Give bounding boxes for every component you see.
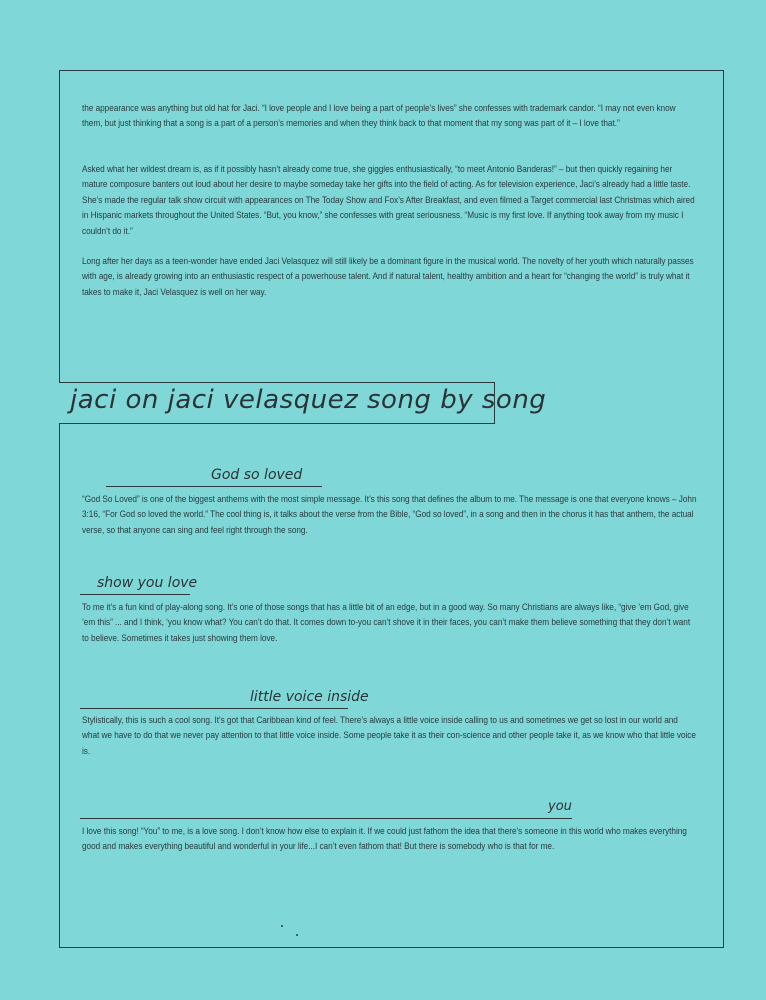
song-title-show-you-love: show you love xyxy=(97,575,198,591)
specks xyxy=(281,925,283,927)
song-rule-1 xyxy=(106,486,322,487)
intro-paragraph-2: Asked what her wildest dream is, as if it possibly hasn’t already come true, she giggles enthusiastically, “to meet Antonio Banderas!” – but then quickly regaining her mature composure banters out loud about her desire to maybe someday take her gifts into the field of acting. As for television experience, Jaci’s already had a little taste. She’s made the regular talk show circuit with appearances on The Today Show and Fox’s After Breakfast, and even filmed a Target commercial last Christmas which aired in Hispanic markets throughout the United States. “But, you know,” she confesses with great seriousness. “Music is my first love. If anything took away from my music I couldn’t do it.” xyxy=(82,164,695,237)
song-title-you: you xyxy=(548,799,572,814)
song-text-show-you-love: To me it’s a fun kind of play-along song. It’s one of those songs that has a little bit of an edge, but in a good way. So many Christians are always like, “give ’em God, give ’em this” ... and I think, ‘you know what? You can’t do that. It comes down to-you can’t shove it in their faces, you can’t make them believe something that they don’t want to believe. Sometimes it takes just showing them love. xyxy=(82,602,691,644)
intro-paragraph-3: Long after her days as a teen-wonder have ended Jaci Velasquez will still likely be a dominant figure in the musical world. The novelty of her youth which naturally passes with age, is already growing into an enthusiastic respect of a powerhouse talent. And if natural talent, healthy ambition and a heart for “changing the world” is truly what it takes to make it, Jaci Velasquez is well on her way. xyxy=(82,256,694,298)
song-text-little-voice-inside: Stylistically, this is such a cool song. It’s got that Caribbean kind of feel. There’s always a little voice inside calling to us and sometimes we get so lost in our world and what we have to do that we never pay attention to that little voice inside. Some people take it as their con-science and other people take it, as we know who that little voice is. xyxy=(82,715,696,757)
song-rule-2 xyxy=(80,594,190,595)
intro-paragraph-1: the appearance was anything but old hat for Jaci. “I love people and I love being a part of people’s lives” she confesses with trademark candor. “I may not even know them, but just thinking that a song is a part of a person’s memories and when they think back to that moment that my song was part of it – I love that.” xyxy=(82,103,676,130)
song-text-you: I love this song! “You” to me, is a love song. I don’t know how else to explain it. If we could just fathom the idea that there’s someone in this world who makes everything good and makes everything beautiful and wonderful in your life...I can’t even fathom that! But there is somebody who is that for me. xyxy=(82,826,687,853)
song-title-little-voice-inside: little voice inside xyxy=(250,689,369,705)
song-text-god-so-loved: “God So Loved” is one of the biggest anthems with the most simple message. It’s this song that defines the album to me. The message is one that everyone knows – John 3:16, “For God so loved the world.” The cool thing is, it talks about the verse from the Bible, “God so loved”, in a song and then in the chorus it has that anthem, the actual verse, so that anyone can sing and feel right through the song. xyxy=(82,494,697,536)
song-rule-3 xyxy=(80,708,348,709)
specks xyxy=(296,934,298,936)
section-title: jaci on jaci velasquez song by song xyxy=(70,385,547,415)
song-rule-4 xyxy=(80,818,572,819)
song-title-god-so-loved: God so loved xyxy=(211,467,303,483)
